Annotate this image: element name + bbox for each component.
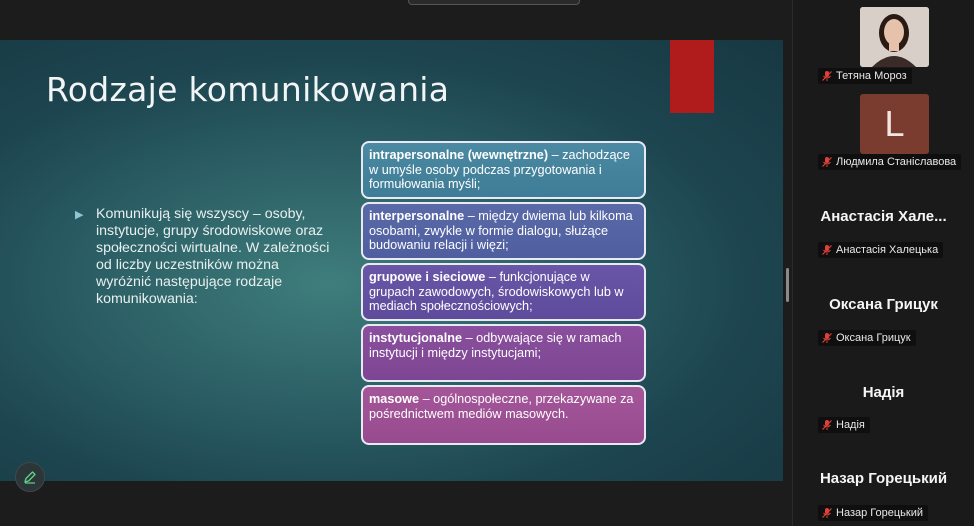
participants-panel <box>793 0 974 526</box>
participant-display-name: Оксана Грицук <box>829 296 938 313</box>
participant-name: Оксана Грицук <box>836 332 911 344</box>
participant-nametag <box>818 68 912 84</box>
participant-display-name: Надія <box>862 384 905 401</box>
participant-tile[interactable] <box>793 172 974 258</box>
participant-tile[interactable] <box>793 86 974 172</box>
type-term: instytucjonalne <box>369 331 463 345</box>
slide-bullet <box>75 206 337 308</box>
participant-video <box>860 94 929 154</box>
shared-screen-slide <box>0 40 783 481</box>
participant-name: Надія <box>836 419 865 431</box>
bullet-triangle-icon: ▶ <box>75 209 84 221</box>
participant-name: Людмила Станіславова <box>836 156 957 168</box>
participant-nametag <box>818 242 943 258</box>
type-box-group <box>361 263 646 321</box>
type-box-mass <box>361 385 646 445</box>
participant-nametag <box>818 505 928 521</box>
slide-decorative-bar <box>670 40 714 113</box>
participant-nametag <box>818 154 961 170</box>
muted-mic-icon <box>821 156 833 168</box>
type-desc: – zachodzące w umyśle osoby podczas przygotowania i formułowania myśli; <box>369 148 630 191</box>
participant-name: Анастасія Халецька <box>836 244 939 256</box>
participant-name: Назар Горецький <box>836 507 923 519</box>
type-desc: – ogólnospołeczne, przekazywane za pośrednictwem mediów masowych. <box>369 392 634 421</box>
muted-mic-icon <box>821 244 833 256</box>
muted-mic-icon <box>821 507 833 519</box>
type-term: interpersonalne <box>369 209 465 223</box>
avatar <box>860 7 929 67</box>
type-box-interpersonal <box>361 202 646 260</box>
bullet-text: Komunikują się wszyscy – osoby, instytucje, grupy środowiskowe oraz społeczności wirtualne. W zależności od liczby uczestników można wyróżnić następujące rodzaje komunikowania: <box>96 206 330 307</box>
type-box-institutional <box>361 324 646 382</box>
muted-mic-icon <box>821 332 833 344</box>
type-desc: – odbywające się w ramach instytucji i między instytucjami; <box>369 331 622 360</box>
participant-tile[interactable] <box>793 0 974 86</box>
participant-tile[interactable] <box>793 344 974 430</box>
panel-resize-handle[interactable] <box>786 268 789 302</box>
type-term: masowe <box>369 392 420 406</box>
type-desc: – między dwiema lub kilkoma osobami, zwykle w formie dialogu, służące budowaniu relacji i więzi; <box>369 209 633 252</box>
communication-types-list <box>361 141 646 448</box>
type-desc: – funkcjonujące w grupach zawodowych, środowiskowych lub w mediach społecznościowych; <box>369 270 624 313</box>
participant-tile[interactable] <box>793 430 974 526</box>
slide-title: Rodzaje komunikowania <box>46 70 450 109</box>
participant-name: Тетяна Мороз <box>836 70 907 82</box>
participant-video <box>860 7 929 67</box>
participant-tile[interactable] <box>793 258 974 344</box>
annotate-button[interactable] <box>15 462 45 492</box>
muted-mic-icon <box>821 70 833 82</box>
type-term: intrapersonalne (wewnętrzne) <box>369 148 549 162</box>
pencil-icon <box>23 470 37 484</box>
participant-display-name: Анастасія Хале... <box>820 208 947 225</box>
type-term: grupowe i sieciowe <box>369 270 486 284</box>
participant-display-name: Назар Горецький <box>819 470 948 487</box>
top-toolbar-handle[interactable] <box>408 0 580 5</box>
avatar-letter: L <box>884 103 905 144</box>
type-box-intrapersonal <box>361 141 646 199</box>
